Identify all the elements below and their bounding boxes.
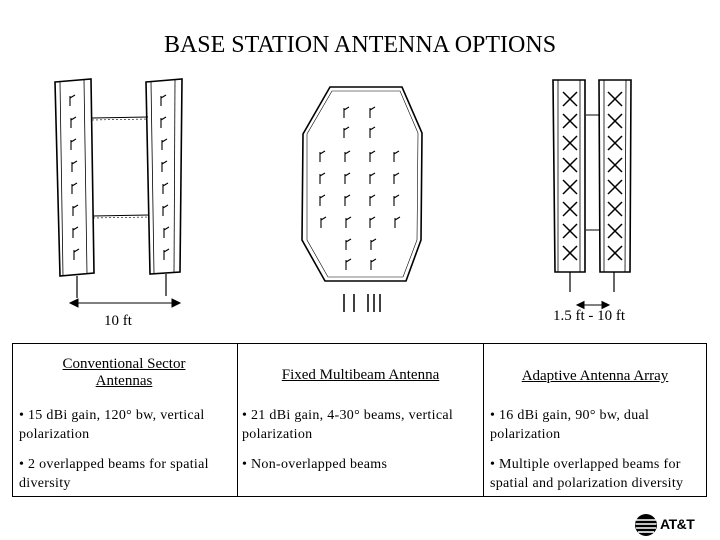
logo-text: AT&T	[660, 516, 695, 532]
column-divider	[483, 344, 484, 496]
slide-title: BASE STATION ANTENNA OPTIONS	[163, 32, 557, 58]
att-logo	[634, 512, 706, 538]
bullet-adaptive-diversity: • Multiple overlapped beams for spatial and polarization diversity	[490, 457, 684, 491]
column-heading-adaptive: Adaptive Antenna Array	[521, 368, 669, 384]
globe-icon	[634, 513, 658, 537]
comparison-table	[12, 343, 707, 497]
dimension-label-adaptive: 1.5 ft - 10 ft	[553, 308, 626, 324]
column-heading-conventional: Conventional Sector Antennas	[62, 356, 186, 389]
bullet-adaptive-gain: • 16 dBi gain, 90° bw, dual polarization	[490, 408, 650, 442]
adaptive-antenna-array-drawing	[553, 80, 631, 309]
bullet-multibeam-gain: • 21 dBi gain, 4-30° beams, vertical polarization	[242, 408, 454, 442]
bullet-multibeam-beams: • Non-overlapped beams	[242, 457, 388, 472]
bullet-conventional-gain: • 15 dBi gain, 120° bw, vertical polarization	[19, 408, 205, 442]
bullet-conventional-diversity: • 2 overlapped beams for spatial diversity	[19, 457, 209, 491]
column-heading-multibeam: Fixed Multibeam Antenna	[281, 367, 440, 383]
fixed-multibeam-antenna-drawing	[302, 87, 422, 312]
dimension-label-sector: 10 ft	[104, 313, 132, 329]
conventional-sector-antenna-drawing	[55, 79, 182, 307]
